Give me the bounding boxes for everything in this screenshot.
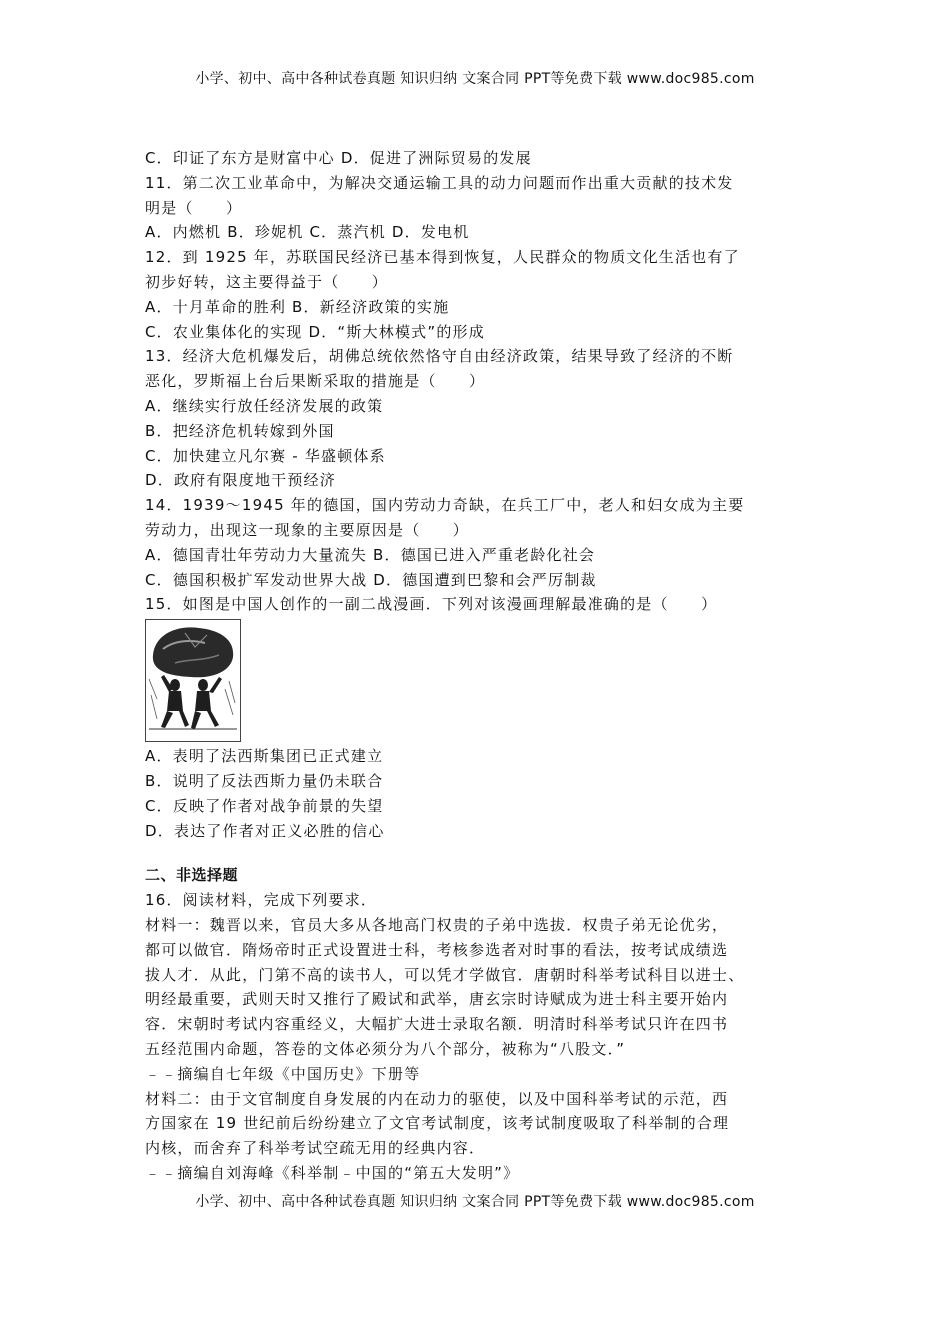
q11-stem-line2: 明是（ ） (145, 198, 243, 217)
q15-option-d: D．表达了作者对正义必胜的信心 (145, 821, 385, 840)
q12-stem-line1: 12．到 1925 年，苏联国民经济已基本得到恢复，人民群众的物质文化生活也有了 (145, 248, 740, 267)
q16-material1-line3: 拔人才．从此，门第不高的读书人，可以凭才学做官．唐朝时科举考试科目以进士、 (145, 965, 745, 984)
q14-options-line2: C．德国积极扩军发动世界大战 D．德国遭到巴黎和会严厉制裁 (145, 570, 597, 589)
q16-material2-line2: 方国家在 19 世纪前后纷纷建立了文官考试制度，该考试制度吸取了科举制的合理 (145, 1114, 730, 1133)
q13-option-d: D．政府有限度地干预经济 (145, 471, 336, 490)
q16-material2-source: ﹣﹣摘编自刘海峰《科举制﹣中国的“第五大发明”》 (145, 1163, 520, 1182)
q16-material1-line4: 明经最重要，武则天时又推行了殿试和武举，唐玄宗时诗赋成为进士科主要开始内 (145, 990, 729, 1009)
q16-material1-line1: 材料一：魏晋以来，官员大多从各地高门权贵的子弟中选拔．权贵子弟无论优劣， (145, 915, 729, 934)
q16-material2-line3: 内核，而舍弃了科举考试空疏无用的经典内容． (145, 1139, 486, 1158)
page-footer: 小学、初中、高中各种试卷真题 知识归纳 文案合同 PPT等免费下载 www.doc985.com (195, 1194, 755, 1210)
q16-material1-line6: 五经范围内命题，答卷的文体必须分为八个部分，被称为“八股文．” (145, 1039, 626, 1058)
q16-material1-source: ﹣﹣摘编自七年级《中国历史》下册等 (145, 1064, 421, 1083)
q14-options-line1: A．德国青壮年劳动力大量流失 B．德国已进入严重老龄化社会 (145, 545, 596, 564)
q14-stem-line2: 劳动力，出现这一现象的主要原因是（ ） (145, 520, 470, 539)
q12-options-line1: A．十月革命的胜利 B．新经济政策的实施 (145, 297, 450, 316)
section-2-title: 二、非选择题 (145, 866, 239, 885)
q15-stem: 15．如图是中国人创作的一副二战漫画．下列对该漫画理解最准确的是（ ） (145, 595, 718, 614)
q13-stem-line2: 恶化，罗斯福上台后果断采取的措施是（ ） (145, 372, 486, 391)
q11-options: A．内燃机 B．珍妮机 C．蒸汽机 D．发电机 (145, 223, 470, 242)
q16-material1-line2: 都可以做官．隋炀帝时正式设置进士科，考核参选者对时事的看法，按考试成绩选 (145, 940, 729, 959)
q13-option-b: B．把经济危机转嫁到外国 (145, 421, 335, 440)
q16-material2-line1: 材料二：由于文官制度自身发展的内在动力的驱使，以及中国科举考试的示范，西 (145, 1089, 729, 1108)
page-content (145, 146, 825, 1186)
page-header: 小学、初中、高中各种试卷真题 知识归纳 文案合同 PPT等免费下载 www.doc985.com (195, 71, 755, 87)
q13-option-c: C．加快建立凡尔赛 - 华盛顿体系 (145, 446, 386, 465)
q12-options-line2: C．农业集体化的实现 D．“斯大林模式”的形成 (145, 322, 485, 341)
q16-stem: 16．阅读材料，完成下列要求． (145, 891, 378, 910)
q13-stem-line1: 13．经济大危机爆发后，胡佛总统依然恪守自由经济政策，结果导致了经济的不断 (145, 347, 734, 366)
q13-option-a: A．继续实行放任经济发展的政策 (145, 396, 384, 415)
ww2-cartoon-image (145, 619, 241, 742)
q12-stem-line2: 初步好转，这主要得益于（ ） (145, 272, 389, 291)
q11-stem-line1: 11．第二次工业革命中，为解决交通运输工具的动力问题而作出重大贡献的技术发 (145, 173, 734, 192)
q15-option-c: C．反映了作者对战争前景的失望 (145, 796, 384, 815)
q15-option-b: B．说明了反法西斯力量仍未联合 (145, 771, 384, 790)
q15-option-a: A．表明了法西斯集团已正式建立 (145, 747, 384, 766)
q10-options-tail: C．印证了东方是财富中心 D．促进了洲际贸易的发展 (145, 149, 532, 167)
section-spacer (145, 843, 825, 863)
q14-stem-line1: 14．1939～1945 年的德国，国内劳动力奇缺，在兵工厂中，老人和妇女成为主要 (145, 496, 745, 515)
q16-material1-line5: 容．宋朝时考试内容重经义，大幅扩大进士录取名额．明清时科举考试只许在四书 (145, 1015, 729, 1034)
cartoon-illustration (145, 619, 241, 742)
